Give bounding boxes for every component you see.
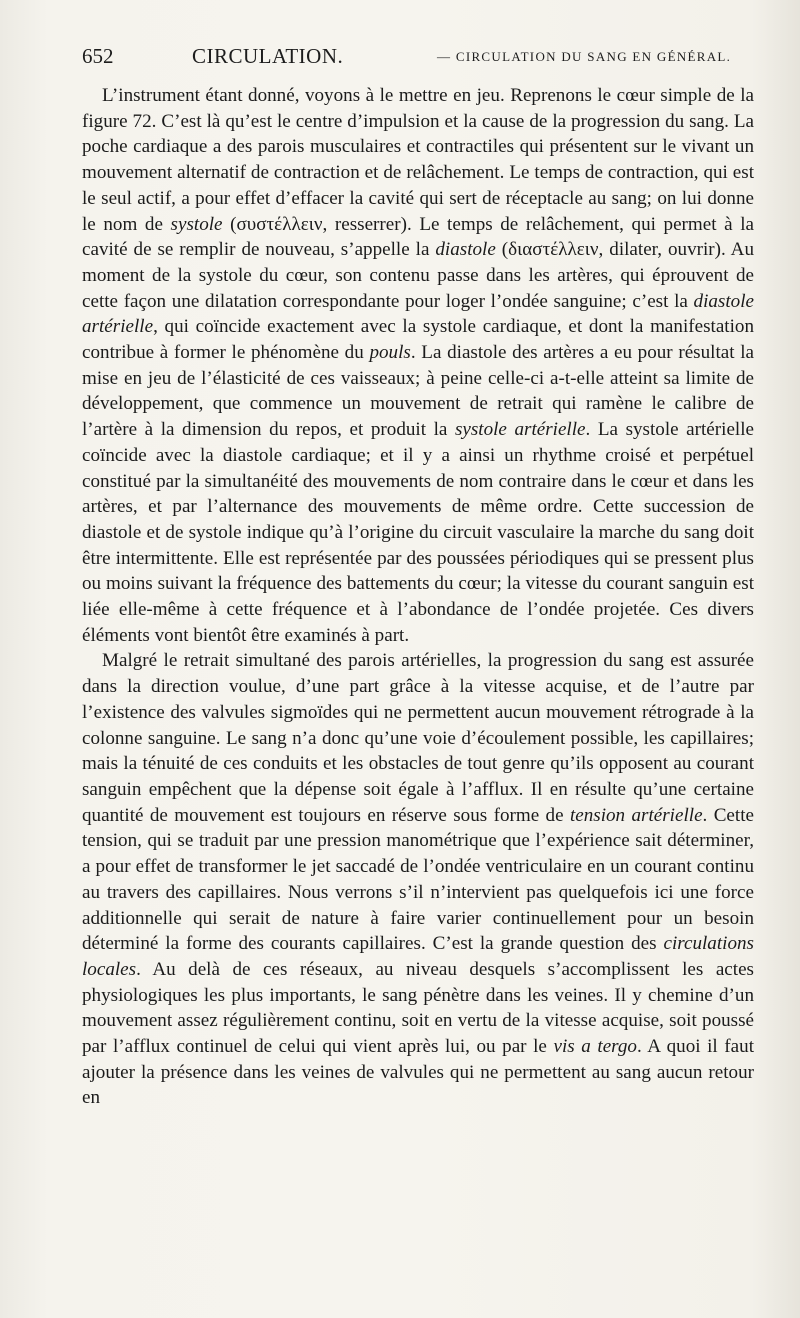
text-run: . Au delà de ces réseaux, au niveau desquels s’accomplissent les actes physiologiques les plus importants, le sang pénètre dans les veines. Il y chemine d’un mouvement assez régulièrement continu, soit en vertu de la vitesse acquise, soit poussé par l’afflux continuel de celui qui vient après lui, ou par le <box>82 958 754 1058</box>
text-run: . A quoi il faut ajouter la présence dans les veines de valvules qui ne permettent au sang aucun retour en <box>82 1036 754 1109</box>
text-run: . La systole artérielle coïncide avec la diastole cardiaque; et il y a ainsi un rhythme croisé et perpétuel constitué par la simultanéité des mouvements de nom contraire dans le cœur et dans les artères, et par l’alternance des mouvements de même ordre. Cette succession de diastole et de systole indique qu’à l’origine du circuit vasculaire la marche du sang doit être intermittente. Elle est représentée par des poussées périodiques qui se pressent plus ou moins suivant la fréquence des battements du cœur; la vitesse du courant sanguin est liée elle-même à cette fréquence et à l’abondance de l’ondée projetée. Ces divers éléments vont bientôt être examinés à part. <box>82 419 755 646</box>
italic-term: diastole <box>435 239 496 261</box>
italic-term: diastole artérielle <box>82 290 754 338</box>
chapter-title: CIRCULATION. <box>192 44 344 68</box>
paragraph <box>82 83 754 648</box>
page-body <box>82 83 754 1111</box>
page-number: 652 <box>82 44 114 68</box>
text-run: . Cette tension, qui se traduit par une pression manométrique que l’expérience sait déterminer, a pour effet de transformer le jet saccadé de l’ondée ventriculaire en un courant continu au travers des capillaires. Nous verrons s’il n’intervient pas quelquefois ici une force additionnelle qui serait de nature à faire varier continuellement pour un besoin déterminé la forme des courants capillaires. C’est la grande question des <box>82 804 754 955</box>
italic-term: tension artérielle <box>569 804 703 826</box>
text-run: , qui coïncide exactement avec la systole cardiaque, et dont la manifestation contribue à former le phénomène du <box>82 316 754 364</box>
italic-term: systole <box>170 213 223 235</box>
text-run: (διαστέλλειν, dilater, ouvrir). Au moment de la systole du cœur, son contenu passe dans les artères, qui éprouvent de cette façon une dilatation correspondante pour loger l’ondée sanguine; c’est la <box>82 239 754 312</box>
text-run: Malgré le retrait simultané des parois artérielles, la progression du sang est assurée dans la direction voulue, d’une part grâce à la vitesse acquise, et de l’autre par l’existence des valvules sigmoïdes qui ne permettent aucun mouvement rétrograde à la colonne sanguine. Le sang n’a donc qu’une voie d’écoulement possible, les capillaires; mais la ténuité de ces conduits et les obstacles de tout genre qu’ils opposent au courant sanguin empêchent que la dépense soit égale à l’afflux. Il en résulte qu’une certaine quantité de mouvement est toujours en réserve sous forme de <box>82 650 754 826</box>
text-run: (συστέλλειν, resserrer). Le temps de relâchement, qui permet à la cavité de se remplir de nouveau, s’appelle la <box>82 213 754 261</box>
text-run: L’instrument étant donné, voyons à le mettre en jeu. Reprenons le cœur simple de la figure 72. C’est là qu’est le centre d’impulsion et la cause de la progression du sang. La poche cardiaque a des parois musculaires et contractiles qui présentent sur le vivant un mouvement alternatif de contraction et de relâchement. Le temps de contraction, qui est le seul actif, a pour effet d’effacer la cavité qui sert de réceptacle au sang; on lui donne le nom de <box>82 85 754 235</box>
italic-term: pouls <box>369 342 411 364</box>
italic-term: circulations locales <box>82 933 754 980</box>
running-header <box>82 44 752 78</box>
section-subtitle: — CIRCULATION DU SANG EN GÉNÉRAL. <box>437 49 732 64</box>
paragraph <box>82 648 754 1111</box>
italic-term: systole artérielle <box>454 419 586 441</box>
italic-term: vis a tergo <box>553 1036 637 1058</box>
text-run: . La diastole des artères a eu pour résultat la mise en jeu de l’élasticité de ces vaisseaux; à peine celle-ci a-t-elle atteint sa limite de développement, que commence un mouvement de retrait qui ramène le calibre de l’artère à la dimension du repos, et produit la <box>82 342 754 441</box>
